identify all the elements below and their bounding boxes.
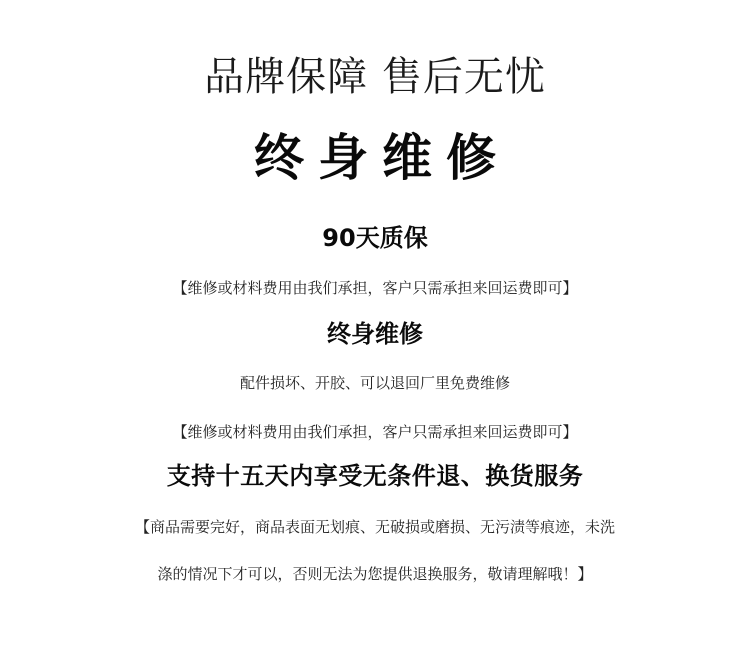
section-heading-lifetime-repair: 终身维修: [327, 320, 423, 348]
main-title: 终身维修: [254, 129, 510, 187]
section-note-repair-scope: 配件损坏、开胶、可以退回厂里免费维修: [239, 374, 510, 392]
section-heading-warranty: 90天质保: [322, 224, 428, 252]
section-note-warranty: 【维修或材料费用由我们承担，客户只需承担来回运费即可】: [172, 279, 578, 297]
section-note-returns-policy: 涤的情况下才可以，否则无法为您提供退换服务，敬请理解哦！】: [157, 565, 593, 583]
headline: 品牌保障 售后无忧: [204, 54, 546, 100]
section-note-returns-condition: 【商品需要完好，商品表面无划痕、无破损或磨损、无污渍等痕迹，未洗: [134, 518, 615, 536]
section-heading-returns: 支持十五天内享受无条件退、换货服务: [166, 462, 584, 490]
section-note-repair-cost: 【维修或材料费用由我们承担，客户只需承担来回运费即可】: [172, 423, 578, 441]
